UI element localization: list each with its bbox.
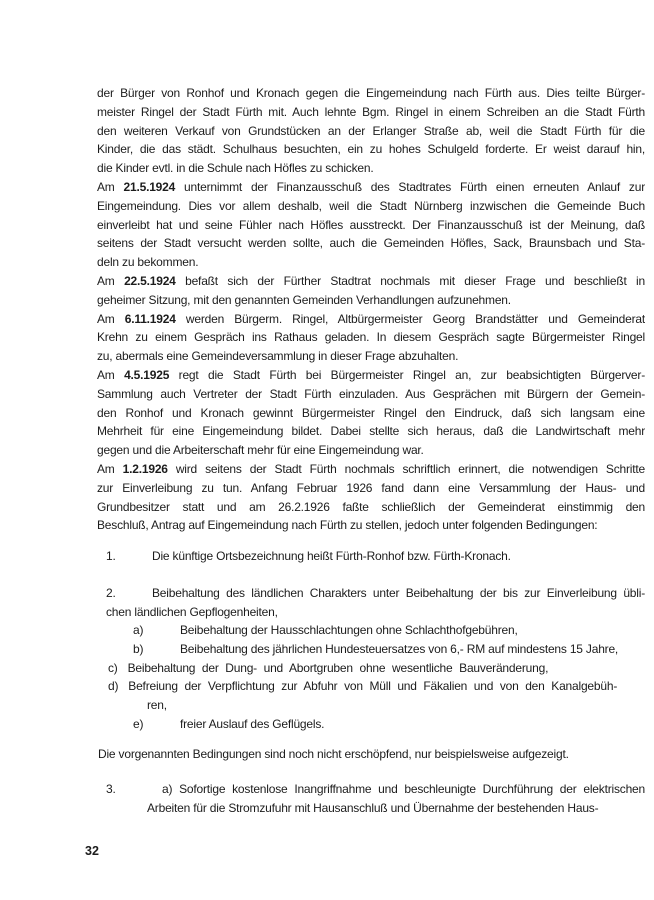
text-line: Am 22.5.1924 befaßt sich der Fürther Stadtrat nochmals mit dieser Frage und beschließt in [97,273,645,288]
date-bold: 21.5.1924 [123,179,176,194]
text-line: den Ronhof und Kronach gewinnt Bürgermeister Ringel den Eindruck, daß sich langsam eine [97,405,645,420]
sub-item-b-text: Beibehaltung des jährlichen Hundesteuersatzes von 6,- RM auf mindestens 15 Jahre, [180,642,619,656]
text-line: Am 1.2.1926 wird seitens der Stadt Fürth nochmals schriftlich erinnert, die notwendigen Schritte [97,461,645,476]
list-item-1-text: Die künftige Ortsbezeichnung heißt Fürth-Ronhof bzw. Fürth-Kronach. [152,549,511,563]
text-line: Am 4.5.1925 regt die Stadt Fürth bei Bürgermeister Ringel an, zur beabsichtigten Bürgerver- [97,367,645,382]
date-bold: 1.2.1926 [122,461,168,476]
text-line: Kinder, die das städt. Schulhaus besuchten, ein zu hohes Schulgeld forderte. Er weist darauf hin, [97,142,645,157]
text-line: Beschluß, Antrag auf Eingemeindung nach Fürth zu stellen, jedoch unter folgenden Bedingungen: [97,518,598,533]
date-bold: 22.5.1924 [124,273,176,288]
sub-item-d-text: Befreiung der Verpflichtung zur Abfuhr von Müll und Fäkalien und von den Kanalgebüh- [128,679,618,693]
list-item-2-continuation: chen ländlichen Gepflogenheiten, [106,605,278,619]
list-item-3-text: a) Sofortige kostenlose Inangriffnahme und beschleunigte Durchführung der elektrischen [162,782,645,796]
list-item-2-number: 2. [106,586,116,600]
date-bold: 4.5.1925 [124,367,170,382]
sub-item-c-label: c) [108,661,118,675]
sub-item-d-label: d) [108,679,119,693]
text-line: Krehn zu einem Gespräch ins Rathaus geladen. In diesem Gespräch sagte Bürgermeister Ringel [97,330,645,345]
sub-item-b-label: b) [133,642,144,656]
list-item-1-number: 1. [106,549,116,563]
list-item-2-text: Beibehaltung des ländlichen Charakters unter Beibehaltung der bis zur Einverleibung übli- [152,586,645,600]
text-line: gegen und die Arbeiterschaft mehr für eine Eingemeindung war. [97,443,424,458]
sub-item-d-continuation: ren, [147,698,167,712]
list-item-3-continuation: Arbeiten für die Stromzufuhr mit Hausanschluß und Übernahme der bestehenden Haus- [147,801,599,815]
text-line: geheimer Sitzung, mit den genannten Gemeinden Verhandlungen aufzunehmen. [97,292,511,307]
page-number: 32 [85,844,99,858]
body-text [97,84,645,535]
sub-item-a-text: Beibehaltung der Hausschlachtungen ohne Schlachthofgebühren, [180,623,518,637]
text-line: Am 21.5.1924 unternimmt der Finanzausschuß des Stadtrates Fürth einen erneuten Anlauf zur [97,179,645,194]
sub-item-e-label: e) [133,717,144,731]
sub-item-c-text: Beibehaltung der Dung- und Abortgruben ohne wesentliche Bauveränderung, [127,661,549,675]
text-line: die Kinder evtl. in die Schule nach Höfles zu schicken. [97,161,374,176]
sub-item-c [108,659,548,678]
text-line: zu, abermals eine Gemeindeversammlung in dieser Frage abzuhalten. [97,349,459,364]
date-bold: 6.11.1924 [124,311,176,326]
sub-item-a-label: a) [133,623,144,637]
text-line: einverleibt hat und seine Fühler nach Höfles ausstreckt. Der Finanzausschuß ist der Meinung, daß [97,217,645,232]
sub-item-d [108,677,617,696]
text-line: zur Einverleibung zu tun. Anfang Februar 1926 fand dann eine Versammlung der Haus- und [97,480,645,495]
text-line: meister Ringel der Stadt Fürth mit. Auch lehnte Bgm. Ringel in einem Schreiben an die Stadt Fürth [97,104,645,119]
list-item-3-number: 3. [106,782,116,796]
text-line: seitens der Stadt versucht werden sollte, auch die Gemeinden Höfles, Sack, Braunsbach und Sta- [97,236,645,251]
text-line: Sammlung auch Vertreter der Stadt Fürth einzuladen. Aus Gesprächen mit Bürgern der Gemein- [97,386,645,401]
text-line: Mehrheit für eine Eingemeindung bildet. Dabei stellte sich heraus, daß die Landwirtschaft mehr [97,424,645,439]
text-line: Am 6.11.1924 werden Bürgerm. Ringel, Altbürgermeister Georg Brandstätter und Gemeinderat [97,311,645,326]
text-line: Grundbesitzer statt und am 26.2.1926 faßte schließlich der Gemeinderat einstimmig den [97,499,645,514]
text-line: der Bürger von Ronhof und Kronach gegen die Eingemeindung nach Fürth aus. Dies teilte Bürger- [97,86,645,100]
text-line: Eingemeindung. Dies vor allem deshalb, weil die Stadt Nürnberg inzwischen die Gemeinde Buch [97,198,645,213]
text-line: deln zu bekommen. [97,255,199,270]
sub-item-e-text: freier Auslauf des Geflügels. [180,717,325,731]
text-line: den weiteren Verkauf von Grundstücken an der Erlanger Straße ab, weil die Stadt Fürth für die [97,123,645,138]
conditions-note: Die vorgenannten Bedingungen sind noch nicht erschöpfend, nur beispielsweise aufgezeigt. [98,747,569,761]
